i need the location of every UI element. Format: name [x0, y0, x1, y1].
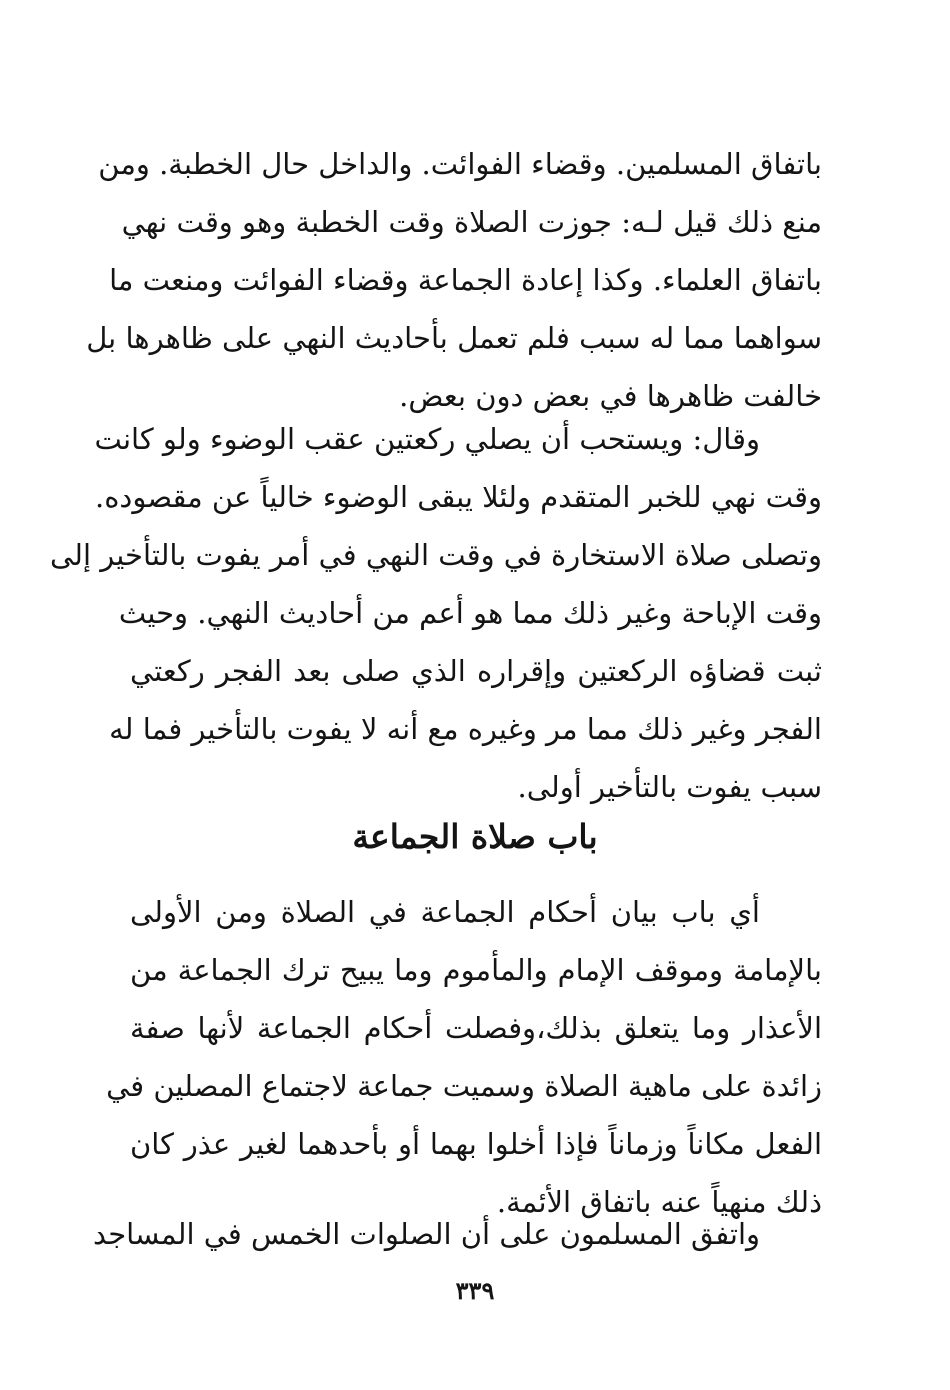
text-line: منع ذلك قيل لـه: جوزت الصلاة وقت الخطبة وهو وقت نهي	[121, 205, 822, 239]
text-line: الفعل مكاناً وزماناً فإذا أخلوا بهما أو بأحدهما لغير عذر كان	[130, 1127, 822, 1161]
text-line: وقت نهي للخبر المتقدم ولئلا يبقى الوضوء خالياً عن مقصوده.	[95, 480, 822, 514]
text-line: خالفت ظاهرها في بعض دون بعض.	[399, 379, 822, 413]
text-line: سواهما مما له سبب فلم تعمل بأحاديث النهي على ظاهرها بل	[86, 321, 822, 355]
text-line: وقت الإباحة وغير ذلك مما هو أعم من أحاديث النهي. وحيث	[118, 596, 822, 630]
paragraph-4	[93, 1205, 822, 1263]
text-line: سبب يفوت بالتأخير أولى.	[517, 770, 822, 804]
text-line: وقال: ويستحب أن يصلي ركعتين عقب الوضوء ولو كانت	[94, 422, 760, 456]
text-line: زائدة على ماهية الصلاة وسميت جماعة لاجتماع المصلين في	[106, 1069, 822, 1103]
paragraph-3	[106, 883, 822, 1231]
page-number: ٣٣٩	[455, 1276, 495, 1305]
text-line: أي باب بيان أحكام الجماعة في الصلاة ومن الأولى	[130, 895, 760, 929]
text-line: الفجر وغير ذلك مما مر وغيره مع أنه لا يفوت بالتأخير فما له	[109, 712, 822, 746]
paragraph-1	[86, 135, 822, 425]
text-line: ثبت قضاؤه الركعتين وإقراره الذي صلى بعد الفجر ركعتي	[130, 654, 822, 688]
text-line: ذلك منهياً عنه باتفاق الأئمة.	[496, 1185, 822, 1219]
text-line: بالإمامة وموقف الإمام والمأموم وما يبيح ترك الجماعة من	[130, 953, 822, 987]
section-heading: باب صلاة الجماعة	[352, 817, 598, 856]
text-line: وتصلى صلاة الاستخارة في وقت النهي في أمر يفوت بالتأخير إلى	[50, 538, 822, 572]
text-line: الأعذار وما يتعلق بذلك،وفصلت أحكام الجماعة لأنها صفة	[130, 1011, 822, 1045]
paragraph-2	[50, 410, 822, 816]
text-line: باتفاق المسلمين. وقضاء الفوائت. والداخل حال الخطبة. ومن	[98, 147, 822, 181]
text-line: واتفق المسلمون على أن الصلوات الخمس في المساجد	[93, 1217, 760, 1251]
text-line: باتفاق العلماء. وكذا إعادة الجماعة وقضاء الفوائت ومنعت ما	[109, 263, 822, 297]
